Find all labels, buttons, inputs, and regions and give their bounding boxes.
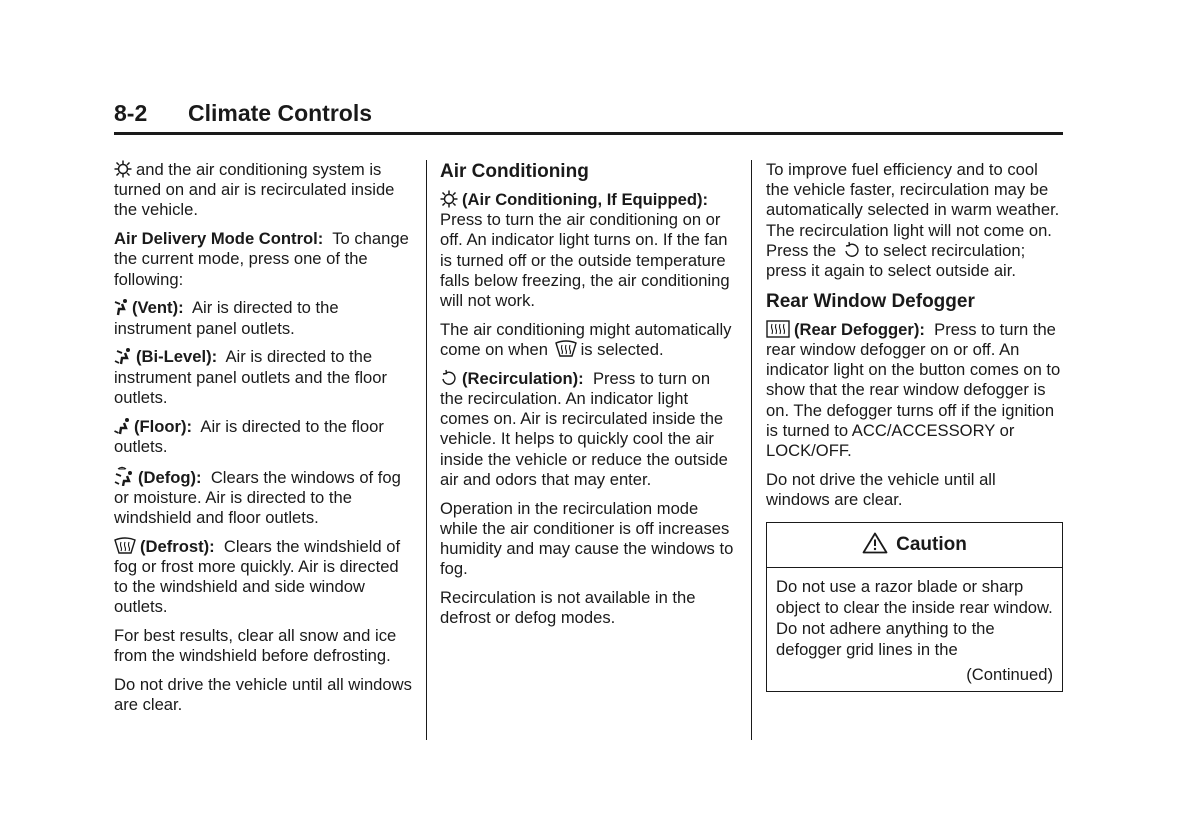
paragraph — [114, 160, 414, 221]
section-heading: Rear Window Defogger — [766, 290, 975, 312]
paragraph: Recirculation is not available in the defrost or defog modes. — [440, 588, 696, 628]
defrost-text: Clears the windshield of fog or frost more quickly. Air is directed to the windshield and side window outlets. — [114, 536, 401, 617]
caution-title: Caution — [896, 534, 967, 556]
defrost-icon — [555, 340, 577, 358]
defog-title: (Defog): — [138, 467, 202, 487]
warning-triangle-icon — [862, 532, 888, 559]
paragraph — [766, 320, 1063, 461]
ac-title: (Air Conditioning, If Equipped): — [462, 190, 709, 209]
paragraph — [114, 347, 414, 408]
page-header — [114, 100, 1063, 135]
snowflake-icon — [114, 160, 132, 178]
defrost-icon — [114, 537, 136, 555]
defog-mode-icon — [114, 466, 134, 486]
paragraph: Do not drive the vehicle until all windows are clear. — [766, 469, 996, 510]
floor-mode-icon — [114, 417, 130, 435]
bilevel-text: Air is directed to the instrument panel outlets and the floor outlets. — [114, 347, 388, 407]
paragraph — [440, 320, 736, 360]
paragraph — [114, 229, 414, 290]
column-1 — [114, 160, 414, 724]
column-3 — [766, 160, 1063, 692]
paragraph — [114, 417, 414, 457]
paragraph — [114, 466, 414, 529]
paragraph — [440, 190, 736, 311]
paragraph — [440, 369, 736, 490]
paragraph — [114, 537, 414, 618]
continued-label: (Continued) — [966, 665, 1053, 685]
column-divider — [751, 160, 752, 740]
paragraph: For best results, clear all snow and ice from the windshield before defrosting. — [114, 626, 397, 666]
fuel-text: To improve fuel efficiency and to cool the vehicle faster, recirculation may be automatically selected in warm weather. The recirculation light will not come on. Press the — [766, 160, 1060, 260]
floor-text: Air is directed to the floor outlets. — [114, 416, 384, 456]
auto-ac-text-end: is selected. — [580, 340, 664, 360]
snowflake-icon — [440, 190, 458, 208]
caution-text: Do not use a razor blade or sharp object to clear the inside rear window. Do not adhere anything to the defogger grid lines in the — [776, 577, 1053, 660]
caution-body — [767, 568, 1062, 691]
defog-text: Clears the windows of fog or moisture. Air is directed to the windshield and floor outlets. — [114, 467, 401, 528]
vent-text: Air is directed to the instrument panel outlets. — [114, 298, 339, 338]
mode-control-title: Air Delivery Mode Control: — [114, 229, 324, 249]
rear-defogger-title: (Rear Defogger): — [794, 319, 925, 339]
caution-header — [767, 523, 1062, 568]
section-heading: Air Conditioning — [440, 161, 589, 182]
paragraph — [766, 160, 1063, 281]
auto-ac-text: The air conditioning might automatically come on when — [440, 319, 732, 360]
bilevel-title: (Bi-Level): — [136, 347, 218, 367]
recirculation-icon — [440, 369, 458, 387]
ac-text: Press to turn the air conditioning on or off. An indicator light turns on. If the fan is turned off or the outside temperature falls below freezing, the air conditioning will not work. — [440, 210, 730, 311]
column-2 — [440, 160, 736, 637]
recirc-title: (Recirculation): — [462, 368, 584, 388]
recirc-text: Press to turn on the recirculation. An indicator light comes on. Air is recirculated inside the vehicle. It helps to quickly cool the air inside the vehicle or reduce the outside air and odors that may enter. — [440, 368, 728, 489]
page-number: 8-2 — [114, 100, 148, 126]
rear-defogger-text: Press to turn the rear window defogger on or off. An indicator light on the button comes on to show that the rear window defogger is on. The defogger turns off if the ignition is turned to ACC/ACCESSORY or LOCK/OFF. — [766, 319, 1061, 461]
fuel-text-end: to select recirculation; press it again to select outside air. — [766, 240, 1026, 281]
paragraph: Operation in the recirculation mode while the air conditioner is off increases humidity and may cause the windows to fog. — [440, 498, 734, 579]
paragraph: Do not drive the vehicle until all windows are clear. — [114, 675, 412, 715]
floor-title: (Floor): — [134, 416, 193, 436]
chapter-title: Climate Controls — [188, 100, 373, 126]
column-divider — [426, 160, 427, 740]
bilevel-mode-icon — [114, 347, 132, 365]
mode-control-text: To change the current mode, press one of the following: — [114, 229, 409, 289]
vent-title: (Vent): — [132, 298, 184, 318]
vent-mode-icon — [114, 298, 128, 316]
caution-box — [766, 522, 1063, 692]
defrost-title: (Defrost): — [140, 536, 215, 556]
paragraph — [114, 298, 414, 338]
recirculation-icon — [843, 241, 861, 259]
rear-defogger-icon — [766, 320, 790, 338]
ac-recirc-text: and the air conditioning system is turned on and air is recirculated inside the vehicle. — [114, 160, 395, 220]
